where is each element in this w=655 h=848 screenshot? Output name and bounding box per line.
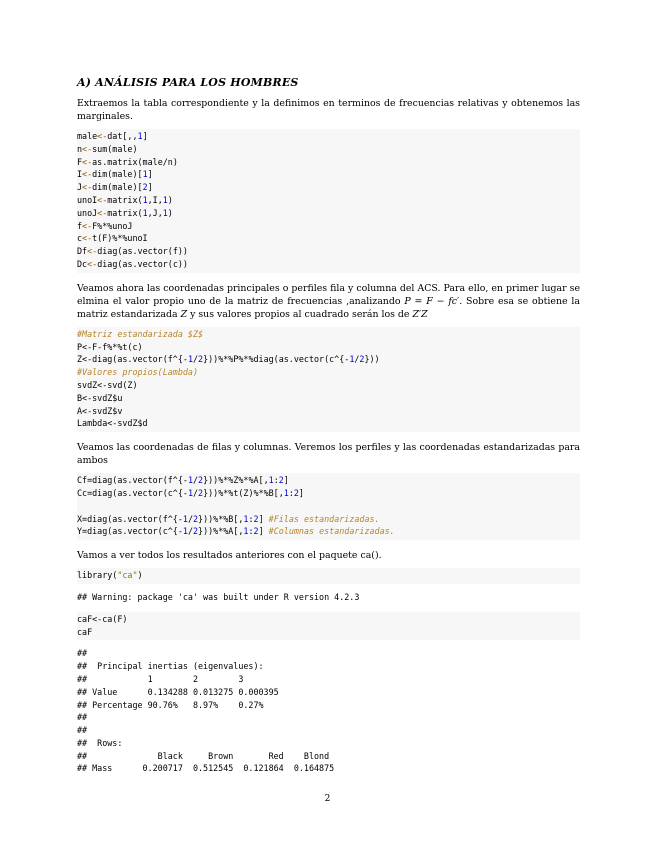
output-line: ## 1 2 3 (77, 673, 244, 684)
code-line: svdZ<-svd(Z) (77, 379, 138, 390)
page-content (77, 76, 580, 777)
code-line: library("ca") (77, 570, 143, 581)
code-line: P<-F-f%*%t(c) (77, 341, 143, 352)
math-expression: P = F − fc′ (404, 295, 460, 307)
code-line: caF<-ca(F) (77, 613, 128, 624)
code-line: c<-t(F)%*%unoI (77, 233, 148, 244)
code-line: Z<-diag(as.vector(f^{-1/2}))%*%P%*%diag(as.vector(c^{-1/2})) (77, 354, 380, 365)
output-line: ## (77, 712, 88, 723)
math-expression: Z′Z (412, 308, 428, 320)
code-line: n<-sum(male) (77, 143, 138, 154)
section-title: A) ANÁLISIS PARA LOS HOMBRES (77, 76, 299, 89)
code-block-svd[interactable] (77, 327, 580, 432)
output-line: ## Value 0.134288 0.013275 0.000395 (77, 686, 279, 697)
code-line: Cf=diag(as.vector(f^{-1/2}))%*%Z%*%A[,1:2] (77, 475, 289, 486)
output-line: ## Mass 0.200717 0.512545 0.121864 0.164875 (77, 763, 335, 774)
code-line: Dc<-diag(as.vector(c)) (77, 258, 188, 269)
code-line: Cc=diag(as.vector(c^{-1/2}))%*%t(Z)%*%B[,1:2] (77, 487, 304, 498)
code-comment: #Matriz estandarizada $Z$ (77, 328, 204, 339)
paragraph-ca-package: Vamos a ver todos los resultados anteriores con el paquete ca(). (77, 550, 382, 562)
output-line: ## (77, 648, 88, 659)
code-comment: #Columnas estandarizadas. (268, 526, 395, 537)
paragraph-standardized-matrix: Veamos ahora las coordenadas principales o perfiles fila y columna del ACS. Para ello, en primer lugar se elmina el valor propio uno de la matriz de frecuencias ,analizando P = F − fc′. Sobre esa se obtiene la matriz estandarizada Z y sus valores propios al cuadrado serán los de Z′Z (77, 282, 581, 320)
code-line: f<-F%*%unoJ (77, 220, 133, 231)
code-comment: #Valores propios(Lambda) (77, 367, 199, 378)
code-block-marginals[interactable] (77, 129, 580, 273)
code-block-library[interactable] (77, 568, 580, 584)
code-line: I<-dim(male)[1] (77, 169, 153, 180)
output-warning: ## Warning: package 'ca' was built under R version 4.2.3 (77, 591, 360, 602)
code-line: B<-svdZ$u (77, 392, 123, 403)
code-line: Lambda<-svdZ$d (77, 418, 148, 429)
output-line: ## Principal inertias (eigenvalues): (77, 661, 264, 672)
output-ca-summary (77, 646, 580, 777)
code-block-coordinates[interactable] (77, 473, 580, 540)
code-line: unoJ<-matrix(1,J,1) (77, 207, 173, 218)
code-line: Y=diag(as.vector(c^{-1/2}))%*%A[,1:2] #Columnas estandarizadas. (77, 526, 395, 537)
page-number: 2 (324, 794, 331, 804)
code-line: J<-dim(male)[2] (77, 182, 153, 193)
output-line: ## Black Brown Red Blond (77, 750, 330, 761)
code-line: X=diag(as.vector(f^{-1/2}))%*%B[,1:2] #Filas estandarizadas. (77, 513, 380, 524)
code-line: F<-as.matrix(male/n) (77, 156, 178, 167)
paragraph-coordinates: Veamos las coordenadas de filas y columnas. Veremos los perfiles y las coordenadas estandarizadas para ambos (77, 442, 580, 467)
code-line: A<-svdZ$v (77, 405, 123, 416)
code-line: male<-dat[,,1] (77, 131, 148, 141)
paragraph-intro: Extraemos la tabla correspondiente y la definimos en terminos de frecuencias relativas y obtenemos las marginales. (77, 98, 580, 122)
output-line: ## Rows: (77, 737, 123, 748)
code-line: Df<-diag(as.vector(f)) (77, 246, 188, 257)
math-expression: Z (180, 308, 188, 320)
code-line: unoI<-matrix(1,I,1) (77, 194, 173, 205)
output-line: ## (77, 725, 88, 736)
code-block-ca[interactable] (77, 612, 580, 641)
code-line: caF (77, 626, 93, 637)
code-comment: #Filas estandarizadas. (268, 513, 380, 524)
output-line: ## Percentage 90.76% 8.97% 0.27% (77, 699, 264, 710)
